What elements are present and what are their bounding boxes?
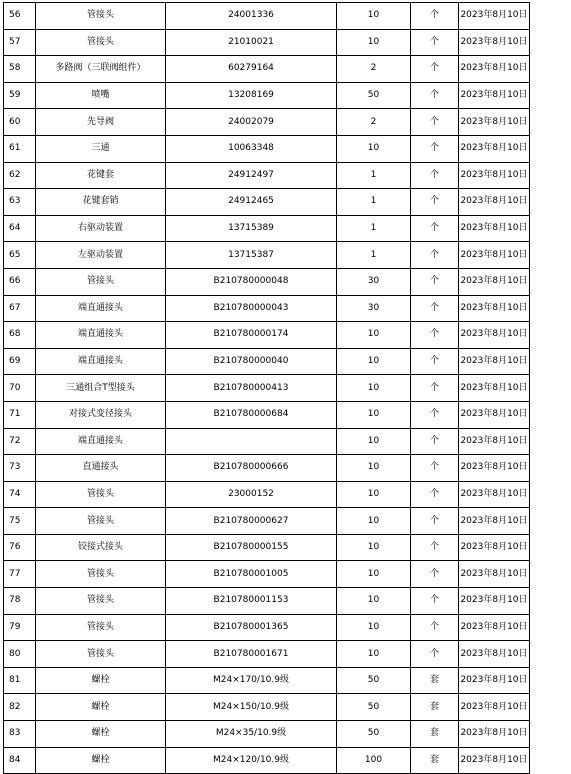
part-name-cell: 螺栓 — [36, 721, 166, 748]
part-name-cell: 三通组合T型接头 — [36, 375, 166, 402]
table-row — [4, 401, 553, 428]
table-body — [4, 3, 553, 774]
part-code-cell: B210780000666 — [166, 455, 337, 482]
table-row — [4, 348, 553, 375]
date-cell: 2023年8月10日 — [459, 667, 530, 694]
unit-cell: 套 — [411, 667, 459, 694]
part-code-cell: 24001336 — [166, 3, 337, 30]
quantity-cell: 2 — [337, 109, 411, 136]
row-number-cell: 59 — [4, 82, 36, 109]
unit-cell: 个 — [411, 109, 459, 136]
row-number-cell: 60 — [4, 109, 36, 136]
table-row — [4, 56, 553, 83]
unit-cell: 个 — [411, 268, 459, 295]
unit-cell: 个 — [411, 561, 459, 588]
part-code-cell — [166, 428, 337, 455]
trailing-cell — [530, 348, 553, 375]
date-cell: 2023年8月10日 — [459, 401, 530, 428]
date-cell: 2023年8月10日 — [459, 375, 530, 402]
trailing-cell — [530, 614, 553, 641]
date-cell: 2023年8月10日 — [459, 508, 530, 535]
part-code-cell: 24912465 — [166, 189, 337, 216]
unit-cell: 个 — [411, 401, 459, 428]
date-cell: 2023年8月10日 — [459, 534, 530, 561]
row-number-cell: 83 — [4, 721, 36, 748]
row-number-cell: 72 — [4, 428, 36, 455]
table-row — [4, 29, 553, 56]
part-code-cell: 24002079 — [166, 109, 337, 136]
quantity-cell: 10 — [337, 614, 411, 641]
part-name-cell: 铰接式接头 — [36, 534, 166, 561]
quantity-cell: 1 — [337, 162, 411, 189]
table-row — [4, 322, 553, 349]
quantity-cell: 10 — [337, 401, 411, 428]
date-cell: 2023年8月10日 — [459, 428, 530, 455]
part-code-cell: 60279164 — [166, 56, 337, 83]
table-row — [4, 295, 553, 322]
unit-cell: 个 — [411, 189, 459, 216]
quantity-cell: 50 — [337, 82, 411, 109]
date-cell: 2023年8月10日 — [459, 721, 530, 748]
part-code-cell: 13208169 — [166, 82, 337, 109]
unit-cell: 个 — [411, 481, 459, 508]
row-number-cell: 78 — [4, 588, 36, 615]
part-name-cell: 管接头 — [36, 481, 166, 508]
quantity-cell: 10 — [337, 428, 411, 455]
date-cell: 2023年8月10日 — [459, 348, 530, 375]
date-cell: 2023年8月10日 — [459, 29, 530, 56]
unit-cell: 个 — [411, 322, 459, 349]
part-name-cell: 三通 — [36, 135, 166, 162]
date-cell: 2023年8月10日 — [459, 268, 530, 295]
quantity-cell: 10 — [337, 3, 411, 30]
table-row — [4, 694, 553, 721]
part-code-cell: B210780001671 — [166, 641, 337, 668]
part-code-cell: B210780001005 — [166, 561, 337, 588]
trailing-cell — [530, 82, 553, 109]
part-code-cell: B210780000040 — [166, 348, 337, 375]
trailing-cell — [530, 109, 553, 136]
row-number-cell: 69 — [4, 348, 36, 375]
table-row — [4, 162, 553, 189]
part-code-cell: B210780000155 — [166, 534, 337, 561]
part-code-cell: B210780000627 — [166, 508, 337, 535]
part-name-cell: 多路阀（三联阀组件） — [36, 56, 166, 83]
unit-cell: 套 — [411, 747, 459, 774]
row-number-cell: 74 — [4, 481, 36, 508]
table-row — [4, 508, 553, 535]
table-row — [4, 82, 553, 109]
unit-cell: 个 — [411, 428, 459, 455]
trailing-cell — [530, 189, 553, 216]
part-code-cell: 13715389 — [166, 215, 337, 242]
part-code-cell: 21010021 — [166, 29, 337, 56]
trailing-cell — [530, 534, 553, 561]
table-row — [4, 215, 553, 242]
part-name-cell: 左驱动装置 — [36, 242, 166, 269]
table-row — [4, 428, 553, 455]
trailing-cell — [530, 561, 553, 588]
part-code-cell: M24×150/10.9级 — [166, 694, 337, 721]
table-row — [4, 588, 553, 615]
quantity-cell: 1 — [337, 215, 411, 242]
row-number-cell: 77 — [4, 561, 36, 588]
date-cell: 2023年8月10日 — [459, 322, 530, 349]
unit-cell: 个 — [411, 295, 459, 322]
quantity-cell: 10 — [337, 641, 411, 668]
date-cell: 2023年8月10日 — [459, 614, 530, 641]
unit-cell: 个 — [411, 135, 459, 162]
row-number-cell: 65 — [4, 242, 36, 269]
trailing-cell — [530, 721, 553, 748]
part-code-cell: 10063348 — [166, 135, 337, 162]
trailing-cell — [530, 242, 553, 269]
table-row — [4, 481, 553, 508]
table-row — [4, 747, 553, 774]
table-row — [4, 641, 553, 668]
part-name-cell: 管接头 — [36, 268, 166, 295]
quantity-cell: 10 — [337, 588, 411, 615]
part-name-cell: 螺栓 — [36, 747, 166, 774]
date-cell: 2023年8月10日 — [459, 694, 530, 721]
part-name-cell: 端直通接头 — [36, 322, 166, 349]
quantity-cell: 10 — [337, 322, 411, 349]
part-code-cell: M24×170/10.9级 — [166, 667, 337, 694]
quantity-cell: 1 — [337, 242, 411, 269]
trailing-cell — [530, 747, 553, 774]
unit-cell: 个 — [411, 508, 459, 535]
row-number-cell: 66 — [4, 268, 36, 295]
date-cell: 2023年8月10日 — [459, 82, 530, 109]
date-cell: 2023年8月10日 — [459, 455, 530, 482]
trailing-cell — [530, 56, 553, 83]
unit-cell: 个 — [411, 162, 459, 189]
date-cell: 2023年8月10日 — [459, 641, 530, 668]
part-name-cell: 管接头 — [36, 561, 166, 588]
table-row — [4, 135, 553, 162]
row-number-cell: 82 — [4, 694, 36, 721]
table-row — [4, 375, 553, 402]
unit-cell: 个 — [411, 3, 459, 30]
trailing-cell — [530, 667, 553, 694]
date-cell: 2023年8月10日 — [459, 109, 530, 136]
row-number-cell: 73 — [4, 455, 36, 482]
trailing-cell — [530, 428, 553, 455]
row-number-cell: 56 — [4, 3, 36, 30]
quantity-cell: 100 — [337, 747, 411, 774]
row-number-cell: 71 — [4, 401, 36, 428]
trailing-cell — [530, 215, 553, 242]
trailing-cell — [530, 268, 553, 295]
trailing-cell — [530, 29, 553, 56]
table-row — [4, 721, 553, 748]
row-number-cell: 80 — [4, 641, 36, 668]
part-name-cell: 管接头 — [36, 614, 166, 641]
trailing-cell — [530, 481, 553, 508]
row-number-cell: 62 — [4, 162, 36, 189]
trailing-cell — [530, 3, 553, 30]
date-cell: 2023年8月10日 — [459, 561, 530, 588]
date-cell: 2023年8月10日 — [459, 162, 530, 189]
part-name-cell: 花键套销 — [36, 189, 166, 216]
quantity-cell: 10 — [337, 455, 411, 482]
trailing-cell — [530, 162, 553, 189]
date-cell: 2023年8月10日 — [459, 56, 530, 83]
table-row — [4, 268, 553, 295]
part-name-cell: 直通接头 — [36, 455, 166, 482]
quantity-cell: 10 — [337, 135, 411, 162]
trailing-cell — [530, 694, 553, 721]
part-name-cell: 先导阀 — [36, 109, 166, 136]
trailing-cell — [530, 322, 553, 349]
date-cell: 2023年8月10日 — [459, 295, 530, 322]
unit-cell: 个 — [411, 534, 459, 561]
quantity-cell: 2 — [337, 56, 411, 83]
row-number-cell: 64 — [4, 215, 36, 242]
date-cell: 2023年8月10日 — [459, 242, 530, 269]
part-name-cell: 管接头 — [36, 641, 166, 668]
unit-cell: 个 — [411, 242, 459, 269]
part-name-cell: 管接头 — [36, 29, 166, 56]
part-name-cell: 螺栓 — [36, 667, 166, 694]
row-number-cell: 81 — [4, 667, 36, 694]
part-name-cell: 端直通接头 — [36, 428, 166, 455]
quantity-cell: 10 — [337, 534, 411, 561]
row-number-cell: 61 — [4, 135, 36, 162]
part-code-cell: B210780000043 — [166, 295, 337, 322]
trailing-cell — [530, 588, 553, 615]
quantity-cell: 50 — [337, 721, 411, 748]
trailing-cell — [530, 295, 553, 322]
table-row — [4, 109, 553, 136]
part-name-cell: 对接式变径接头 — [36, 401, 166, 428]
row-number-cell: 57 — [4, 29, 36, 56]
quantity-cell: 50 — [337, 694, 411, 721]
date-cell: 2023年8月10日 — [459, 588, 530, 615]
part-name-cell: 喷嘴 — [36, 82, 166, 109]
part-name-cell: 端直通接头 — [36, 348, 166, 375]
unit-cell: 个 — [411, 375, 459, 402]
table-row — [4, 667, 553, 694]
unit-cell: 个 — [411, 215, 459, 242]
row-number-cell: 70 — [4, 375, 36, 402]
date-cell: 2023年8月10日 — [459, 215, 530, 242]
date-cell: 2023年8月10日 — [459, 3, 530, 30]
trailing-cell — [530, 641, 553, 668]
trailing-cell — [530, 455, 553, 482]
part-name-cell: 螺栓 — [36, 694, 166, 721]
quantity-cell: 30 — [337, 295, 411, 322]
table-row — [4, 534, 553, 561]
row-number-cell: 63 — [4, 189, 36, 216]
row-number-cell: 75 — [4, 508, 36, 535]
date-cell: 2023年8月10日 — [459, 481, 530, 508]
part-code-cell: B210780000174 — [166, 322, 337, 349]
quantity-cell: 10 — [337, 508, 411, 535]
row-number-cell: 68 — [4, 322, 36, 349]
date-cell: 2023年8月10日 — [459, 747, 530, 774]
unit-cell: 个 — [411, 348, 459, 375]
unit-cell: 套 — [411, 694, 459, 721]
part-name-cell: 端直通接头 — [36, 295, 166, 322]
unit-cell: 个 — [411, 455, 459, 482]
part-name-cell: 管接头 — [36, 508, 166, 535]
quantity-cell: 10 — [337, 29, 411, 56]
unit-cell: 个 — [411, 588, 459, 615]
quantity-cell: 1 — [337, 189, 411, 216]
part-name-cell: 花键套 — [36, 162, 166, 189]
part-name-cell: 管接头 — [36, 3, 166, 30]
quantity-cell: 50 — [337, 667, 411, 694]
row-number-cell: 84 — [4, 747, 36, 774]
row-number-cell: 58 — [4, 56, 36, 83]
trailing-cell — [530, 508, 553, 535]
part-code-cell: 24912497 — [166, 162, 337, 189]
part-code-cell: B210780000413 — [166, 375, 337, 402]
unit-cell: 个 — [411, 82, 459, 109]
parts-table — [3, 2, 553, 774]
table-row — [4, 189, 553, 216]
part-code-cell: B210780000684 — [166, 401, 337, 428]
unit-cell: 个 — [411, 29, 459, 56]
quantity-cell: 10 — [337, 375, 411, 402]
unit-cell: 个 — [411, 56, 459, 83]
unit-cell: 个 — [411, 614, 459, 641]
row-number-cell: 79 — [4, 614, 36, 641]
quantity-cell: 10 — [337, 348, 411, 375]
part-code-cell: B210780001365 — [166, 614, 337, 641]
quantity-cell: 10 — [337, 561, 411, 588]
trailing-cell — [530, 135, 553, 162]
quantity-cell: 30 — [337, 268, 411, 295]
part-code-cell: B210780001153 — [166, 588, 337, 615]
unit-cell: 套 — [411, 721, 459, 748]
row-number-cell: 76 — [4, 534, 36, 561]
row-number-cell: 67 — [4, 295, 36, 322]
part-name-cell: 管接头 — [36, 588, 166, 615]
part-code-cell: M24×35/10.9级 — [166, 721, 337, 748]
table-row — [4, 242, 553, 269]
trailing-cell — [530, 401, 553, 428]
trailing-cell — [530, 375, 553, 402]
table-row — [4, 561, 553, 588]
quantity-cell: 10 — [337, 481, 411, 508]
part-code-cell: 13715387 — [166, 242, 337, 269]
unit-cell: 个 — [411, 641, 459, 668]
table-row — [4, 3, 553, 30]
part-code-cell: 23000152 — [166, 481, 337, 508]
table-row — [4, 614, 553, 641]
table-row — [4, 455, 553, 482]
part-code-cell: M24×120/10.9级 — [166, 747, 337, 774]
date-cell: 2023年8月10日 — [459, 189, 530, 216]
date-cell: 2023年8月10日 — [459, 135, 530, 162]
part-name-cell: 右驱动装置 — [36, 215, 166, 242]
part-code-cell: B210780000048 — [166, 268, 337, 295]
